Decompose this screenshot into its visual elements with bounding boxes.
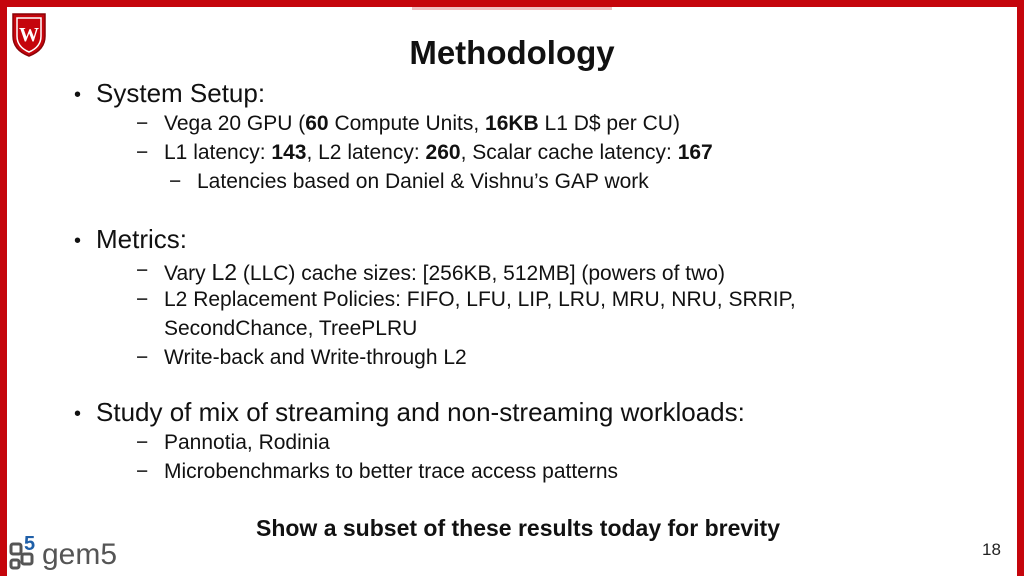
- bullet-study: [74, 397, 745, 428]
- metrics-item-policies-cont: [164, 317, 417, 341]
- text-segment: Write-back and Write-through L2: [164, 346, 467, 369]
- text-segment: Vary: [164, 262, 212, 285]
- dash-icon: −: [136, 112, 149, 135]
- text-segment: Compute Units,: [328, 112, 486, 135]
- bullet-dot-icon: •: [74, 84, 82, 106]
- dash-icon: −: [136, 288, 149, 311]
- text-segment: L2 Replacement Policies: FIFO, LFU, LIP, LRU, MRU, NRU, SRRIP,: [164, 288, 796, 311]
- bullet-metrics: [74, 224, 187, 255]
- top-border: [0, 0, 1024, 7]
- svg-text:5: 5: [24, 533, 36, 555]
- gem5-logo-text: gem5: [42, 538, 118, 571]
- setup-subitem-latency-source: [169, 170, 649, 194]
- right-border: [1017, 0, 1024, 576]
- bullet-dot-icon: •: [74, 403, 82, 425]
- left-border: [0, 0, 7, 576]
- bullet-text: Metrics:: [96, 224, 187, 254]
- setup-item-gpu: [136, 112, 680, 136]
- bold-segment: 143: [271, 141, 307, 164]
- bold-segment: 16KB: [485, 112, 539, 135]
- footer-note: Show a subset of these results today for brevity: [255, 515, 780, 541]
- bullet-text: System Setup:: [96, 78, 266, 108]
- bullet-text: Study of mix of streaming and non-streaming workloads:: [96, 397, 745, 427]
- study-item-microbenchmarks: [136, 460, 619, 484]
- dash-icon: −: [169, 170, 182, 193]
- metrics-item-write-policy: [136, 346, 467, 370]
- text-segment: , Scalar cache latency:: [460, 141, 678, 164]
- text-segment: Pannotia, Rodinia: [164, 431, 330, 454]
- setup-item-latency: [136, 141, 713, 165]
- study-item-suites: [136, 431, 330, 455]
- bold-segment: 260: [425, 141, 461, 164]
- text-segment: L1 latency:: [164, 141, 272, 164]
- metrics-item-policies: [136, 288, 796, 312]
- bold-segment: 60: [305, 112, 329, 135]
- text-segment-large: L2: [211, 259, 238, 285]
- text-segment: , L2 latency:: [306, 141, 426, 164]
- dash-icon: −: [136, 460, 149, 483]
- dash-icon: −: [136, 141, 149, 164]
- dash-icon: −: [136, 259, 149, 282]
- text-segment: Microbenchmarks to better trace access patterns: [164, 460, 619, 483]
- dash-icon: −: [136, 431, 149, 454]
- text-segment: Latencies based on Daniel & Vishnu’s GAP work: [197, 170, 649, 193]
- svg-text:W: W: [19, 24, 39, 46]
- text-segment: (LLC) cache sizes: [256KB, 512MB] (powers of two): [237, 262, 725, 285]
- slide-title: Methodology: [409, 34, 615, 71]
- gem5-logo-icon: [8, 530, 158, 574]
- top-tab-accent: [412, 7, 612, 10]
- metrics-item-cache-sizes: [136, 259, 725, 286]
- text-segment: SecondChance, TreePLRU: [164, 317, 418, 340]
- text-segment: L1 D$ per CU): [538, 112, 680, 135]
- bold-segment: 167: [677, 141, 713, 164]
- bullet-dot-icon: •: [74, 230, 82, 252]
- page-number: 18: [982, 540, 1001, 559]
- bullet-system-setup: [74, 78, 266, 109]
- text-segment: Vega 20 GPU (: [164, 112, 306, 135]
- dash-icon: −: [136, 346, 149, 369]
